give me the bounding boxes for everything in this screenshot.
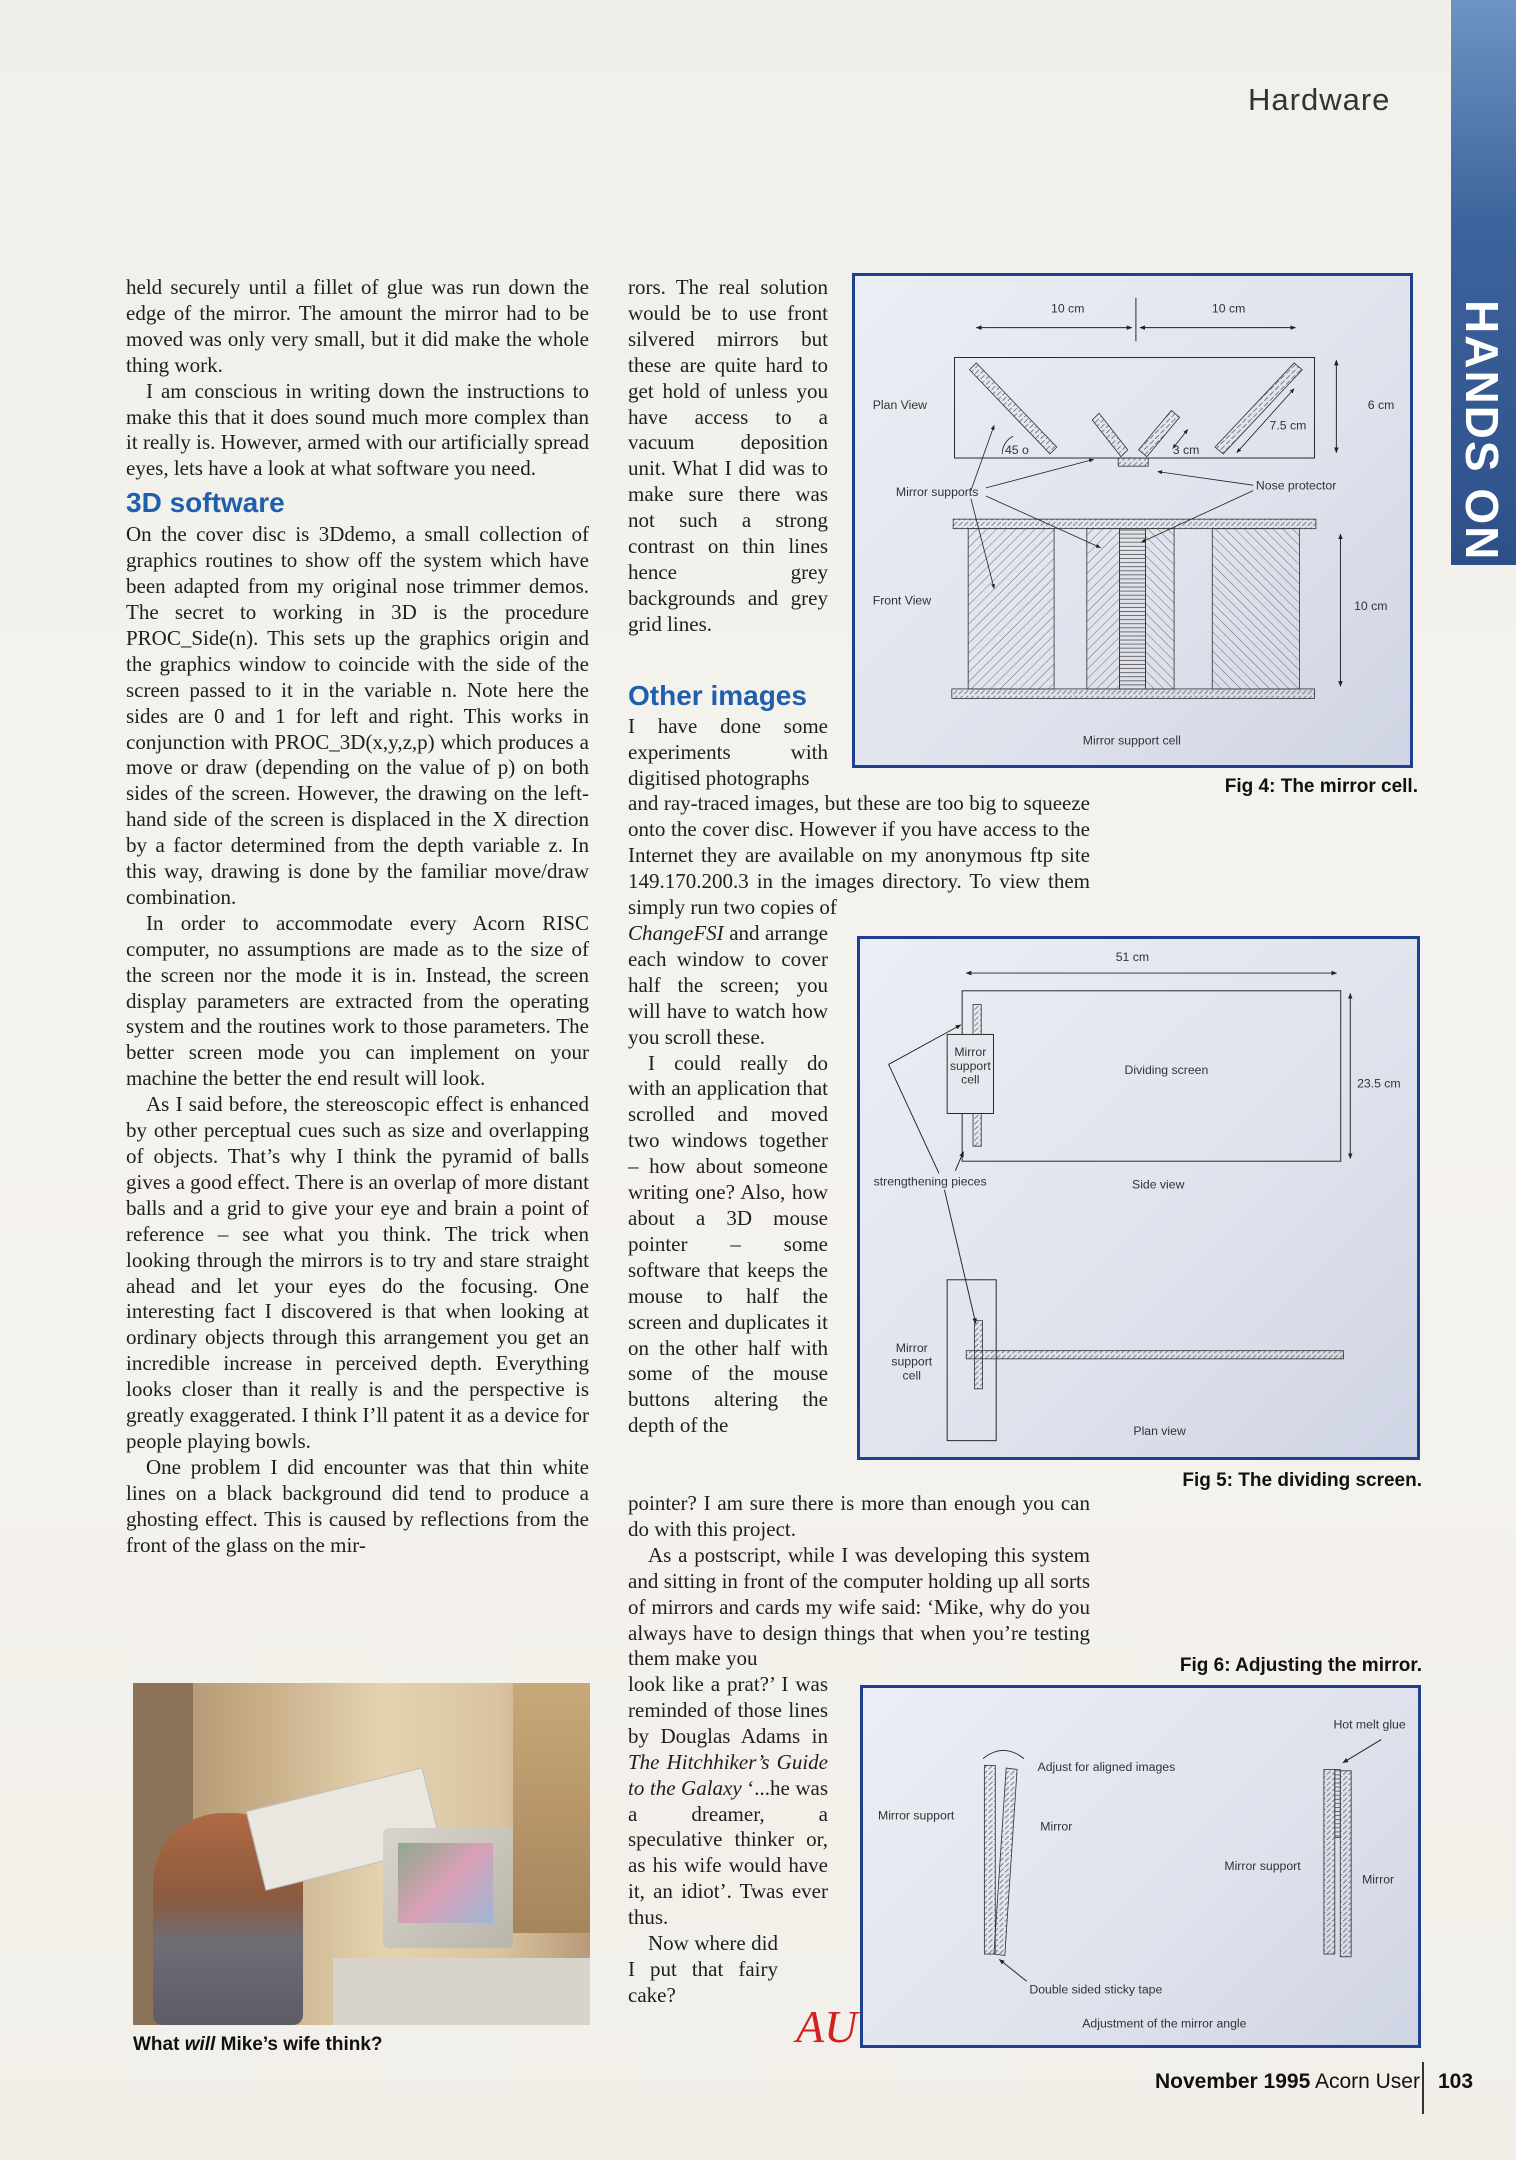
paragraph: As I said before, the stereoscopic effect is enhanced by other perceptual cues such as size and overlapping of objects. That’s why I think the pyramid of balls gives a good effect. There is an overlap of more distant balls and a grid to give your eye and brain a point of reference – see what you think. The trick when looking through the mirrors is to try and stare straight ahead and let your eyes do the focusing. One interesting fact I discovered is that when looking at ordinary objects through this arrangement you get an incredible increase in perceived depth. Everything looks closer than it really is and the perspective is greatly exaggerated. I think I’ll patent it as a device for people playing bowls.: [126, 1092, 589, 1453]
column-1: [126, 275, 589, 1559]
photo-mike: [133, 1683, 590, 2025]
column-2-segment: [628, 921, 828, 1439]
monitor-screen: [398, 1843, 493, 1923]
figure-6-adjusting-mirror: [860, 1685, 1421, 2048]
page-number: 103: [1438, 2070, 1474, 2093]
curtain: [513, 1683, 590, 1933]
support-left-label: Mirror support: [878, 1808, 955, 1823]
paragraph: held securely until a fillet of glue was run down the edge of the mirror. The amount the mirror had to be moved was only very small, but it did make the whole thing work.: [126, 275, 589, 377]
paragraph: ChangeFSI and arrange each window to cover half the screen; you will have to watch how you scroll these.: [628, 921, 828, 1049]
paragraph: look like a prat?’ I was reminded of those lines by Douglas Adams in The Hitchhiker’s Guide to the Galaxy ‘...he was a dreamer, a speculative thinker or, as his wife would have it, an idiot’. Twas ever thus.: [628, 1672, 828, 1930]
paragraph: rors. The real solution would be to use front silvered mirrors but these are quite hard to get hold of unless you have access to a vacuum deposition unit. What I did was to make sure there was not such a strong contrast on thin lines hence grey backgrounds and grey grid lines.: [628, 275, 828, 636]
paragraph: In order to accommodate every Acorn RISC computer, no assumptions are made as to the size of the screen nor the mode it is in. Instead, the screen display parameters are extracted from the operating system and the routines work to those parameters. The better screen mode you can implement on your machine the better the end result will look.: [126, 910, 589, 1091]
plan-view-label: Plan view: [1133, 1424, 1186, 1439]
column-2-segment: [628, 1491, 1090, 1672]
hands-on-tab: [1451, 0, 1516, 565]
magazine-name: Acorn User: [1314, 2070, 1420, 2093]
column-2-segment: [628, 275, 828, 638]
dividing-screen-label: Dividing screen: [1124, 1062, 1209, 1077]
plan-cell-line-1: Mirror: [895, 1341, 928, 1356]
mirror-left-label: Mirror: [1040, 1819, 1073, 1834]
figure-5-dividing-screen: [857, 936, 1420, 1460]
seven-cm-label: 7.5 cm: [1269, 418, 1307, 433]
paragraph: I have done some experiments with digitised photographs: [628, 714, 828, 790]
paragraph: I am conscious in writing down the instructions to make this that it does sound much more complex than it really is. However, armed with our artificially spread eyes, lets have a look at what software you need.: [126, 378, 589, 481]
column-2-segment: [628, 791, 1090, 921]
cell-line-3: cell: [961, 1072, 980, 1087]
paragraph: One problem I did encounter was that thin white lines on a black background did tend to produce a ghosting effect. This is caused by reflections from the front of the glass on the mir-: [126, 1454, 589, 1557]
figure-5-caption: Fig 5: The dividing screen.: [1182, 1470, 1422, 1491]
height-label: 23.5 cm: [1357, 1076, 1401, 1091]
side-view-label: Side view: [1132, 1177, 1185, 1192]
adjust-label: Adjust for aligned images: [1037, 1759, 1176, 1774]
footer: [1155, 2070, 1420, 2094]
paragraph: Now where did I put that fairy cake?: [628, 1931, 778, 2007]
front-view-label: Front View: [872, 593, 932, 608]
six-cm-label: 6 cm: [1367, 398, 1395, 413]
paragraph: pointer? I am sure there is more than enough you can do with this project.: [628, 1491, 1090, 1541]
mirror-supports-label: Mirror supports: [895, 485, 979, 500]
plan-view-label: Plan View: [872, 398, 928, 413]
cell-line-2: support: [949, 1058, 991, 1073]
figure-4-caption: Fig 4: The mirror cell.: [1224, 776, 1418, 797]
tape-label: Double sided sticky tape: [1029, 1982, 1163, 1997]
paragraph: On the cover disc is 3Ddemo, a small collection of graphics routines to show off the system which have been adapted from my original nose trimmer demos. The secret to working in 3D is the procedure PROC_Side(n). This sets up the graphics origin and the graphics window to coincide with the side of the screen passed to it in the variable n. Note here the sides are 0 and 1 for left and right. This works in conjunction with PROC_3D(x,y,z,p) which produces a move or draw (depending on the value of p) on both sides of the screen. However, the drawing on the left-hand side of the screen is displaced in the X direction by a factor determined from the depth variable z. In this way, drawing is done by the familiar move/draw combination.: [126, 522, 589, 909]
column-2-segment: [628, 1672, 828, 2009]
footer-divider: [1422, 2062, 1424, 2114]
plan-cell-line-2: support: [891, 1354, 933, 1369]
cell-line-1: Mirror: [954, 1045, 987, 1060]
nose-protector-label: Nose protector: [1255, 478, 1337, 493]
figure-6-caption: Fig 6: Adjusting the mirror.: [1179, 1655, 1422, 1676]
strengthening-label: strengthening pieces: [873, 1174, 987, 1189]
ten-cm-label: 10 cm: [1354, 599, 1388, 614]
paragraph: As a postscript, while I was developing this system and sitting in front of the computer holding up all sorts of mirrors and cards my wife said: ‘Mike, why do you always have to design things that when you’re testing them make you: [628, 1542, 1090, 1671]
column-2-segment: [628, 714, 828, 792]
photo-caption: What will Mike’s wife think?: [133, 2034, 383, 2055]
hot-glue-label: Hot melt glue: [1333, 1717, 1406, 1732]
support-right-label: Mirror support: [1224, 1858, 1301, 1873]
three-cm-label: 3 cm: [1172, 442, 1200, 457]
dim-right-label: 10 cm: [1211, 301, 1246, 316]
paragraph: I could really do with an application that scrolled and moved two windows together – how about someone writing one? Also, how about a 3D mouse pointer – some software that keeps the mouse to half the screen and duplicates it on the other half with some of the mouse buttons altering the depth of the: [628, 1050, 828, 1438]
desk: [333, 1958, 590, 2025]
width-label: 51 cm: [1115, 949, 1150, 964]
angle-label: 45 o: [1005, 442, 1029, 457]
cell-label: Mirror support cell: [1082, 733, 1181, 748]
section-title: Hardware: [1248, 82, 1391, 117]
heading-other-images: Other images: [628, 680, 807, 711]
dim-left-label: 10 cm: [1051, 301, 1085, 316]
figure-4-mirror-cell: [852, 273, 1413, 768]
mirror-right-label: Mirror: [1362, 1872, 1395, 1887]
heading-3d-software: 3D software: [126, 487, 285, 519]
acorn-user-logo: AU: [796, 2001, 858, 2052]
plan-cell-line-3: cell: [902, 1368, 921, 1383]
tab-label: HANDS ON: [1456, 300, 1508, 562]
issue-date: November 1995: [1155, 2070, 1311, 2093]
figure-title: Adjustment of the mirror angle: [1082, 2016, 1247, 2031]
paragraph: and ray-traced images, but these are too big to squeeze onto the cover disc. However if you have access to the Internet they are available on my anonymous ftp site 149.170.200.3 in the images directory. To view them simply run two copies of: [628, 791, 1090, 919]
